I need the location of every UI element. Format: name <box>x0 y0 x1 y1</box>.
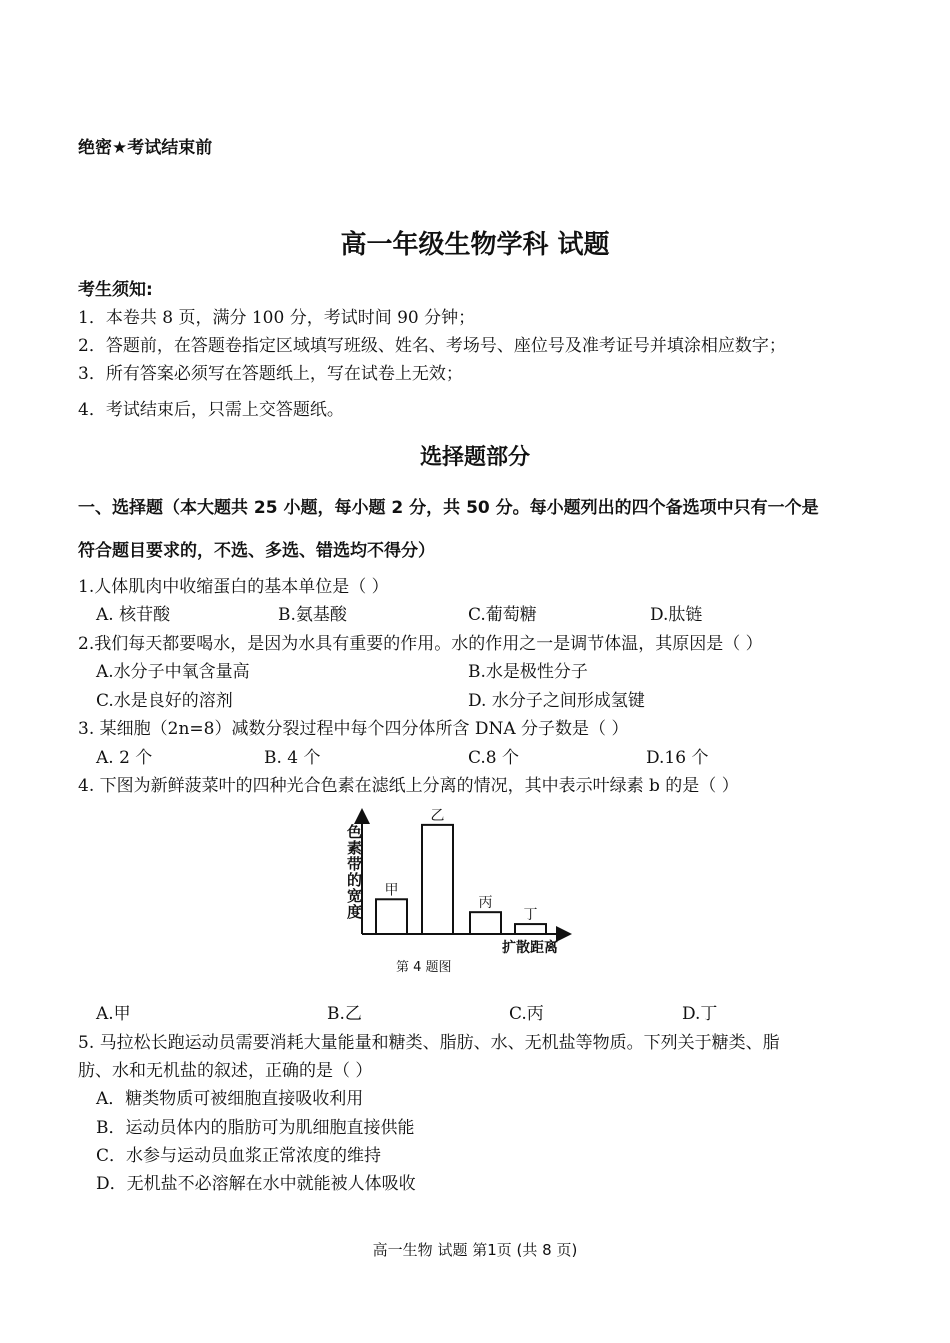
section-instruction-line2: 符合题目要求的，不选、多选、错选均不得分） <box>78 541 435 561</box>
bar-2 <box>422 825 453 934</box>
notice-item: 3．所有答案必须写在答题纸上，写在试卷上无效； <box>78 364 463 384</box>
question-3-option-b: B. 4 个 <box>264 748 321 768</box>
question-2-option-d: D. 水分子之间形成氢键 <box>468 691 645 711</box>
question-3-option-a: A. 2 个 <box>96 748 153 768</box>
bar-label: 乙 <box>430 807 445 824</box>
y-axis-label: 色素带的宽度 <box>345 824 363 920</box>
pigment-bar-chart <box>300 800 600 985</box>
question-5-stem-line2: 肪、水和无机盐的叙述，正确的是（ ） <box>78 1061 373 1081</box>
question-5-option-a: A．糖类物质可被细胞直接吸收利用 <box>96 1089 364 1109</box>
bar-label: 甲 <box>384 882 399 899</box>
section-title: 选择题部分 <box>419 445 530 470</box>
figure-caption: 第 4 题图 <box>396 960 452 975</box>
question-5-option-b: B．运动员体内的脂肪可为肌细胞直接供能 <box>96 1118 415 1138</box>
question-2-option-b: B.水是极性分子 <box>468 662 588 682</box>
question-1-option-a: A. 核苷酸 <box>96 605 171 625</box>
question-1-stem: 1.人体肌肉中收缩蛋白的基本单位是（ ） <box>78 577 389 597</box>
bar-1 <box>376 899 407 934</box>
question-4-option-a: A.甲 <box>96 1004 131 1024</box>
notice-item: 1．本卷共 8 页，满分 100 分，考试时间 90 分钟； <box>78 308 476 328</box>
x-axis-label: 扩散距离 <box>502 940 558 956</box>
question-5-option-c: C．水参与运动员血浆正常浓度的维持 <box>96 1146 382 1166</box>
bar-4 <box>515 924 546 934</box>
question-5-stem-line1: 5. 马拉松长跑运动员需要消耗大量能量和糖类、脂肪、水、无机盐等物质。下列关于糖类、脂 <box>78 1033 780 1053</box>
question-5-option-d: D．无机盐不必溶解在水中就能被人体吸收 <box>96 1174 416 1194</box>
question-4-option-d: D.丁 <box>682 1004 718 1024</box>
question-1-option-d: D.肽链 <box>650 605 703 625</box>
notice-heading: 考生须知: <box>78 280 153 300</box>
page-footer: 高一生物 试题 第1页 (共 8 页) <box>372 1241 578 1259</box>
question-2-stem: 2.我们每天都要喝水，是因为水具有重要的作用。水的作用之一是调节体温，其原因是（ ） <box>78 634 763 654</box>
question-2-option-c: C.水是良好的溶剂 <box>96 691 233 711</box>
question-4-option-b: B.乙 <box>327 1004 362 1024</box>
question-3-option-c: C.8 个 <box>468 748 520 768</box>
bar-3 <box>470 912 501 934</box>
question-4-stem: 4. 下图为新鲜菠菜叶的四种光合色素在滤纸上分离的情况，其中表示叶绿素 b 的是（ ） <box>78 776 739 796</box>
section-instruction-line1: 一、选择题（本大题共 25 小题，每小题 2 分，共 50 分。每小题列出的四个备选项中只有一个是 <box>78 498 819 518</box>
notice-item: 2．答题前，在答题卷指定区域填写班级、姓名、考场号、座位号及准考证号并填涂相应数字； <box>78 336 786 356</box>
question-3-stem: 3. 某细胞（2n=8）减数分裂过程中每个四分体所含 DNA 分子数是（ ） <box>78 719 629 739</box>
question-2-option-a: A.水分子中氧含量高 <box>96 662 250 682</box>
notice-item: 4．考试结束后，只需上交答题纸。 <box>78 400 344 420</box>
page-title: 高一年级生物学科 试题 <box>340 230 610 260</box>
bar-label: 丙 <box>478 895 493 912</box>
confidential-label: 绝密★考试结束前 <box>78 138 213 158</box>
question-3-option-d: D.16 个 <box>646 748 709 768</box>
question-1-option-b: B.氨基酸 <box>278 605 347 625</box>
question-4-option-c: C.丙 <box>509 1004 544 1024</box>
bar-label: 丁 <box>523 907 538 924</box>
question-1-option-c: C.葡萄糖 <box>468 605 537 625</box>
